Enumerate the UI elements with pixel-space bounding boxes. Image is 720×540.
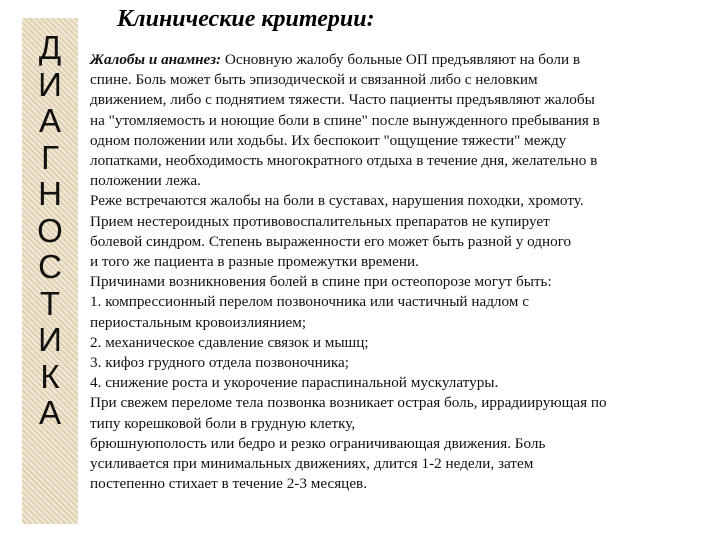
text-line: усиливается при минимальных движениях, длится 1-2 недели, затем [90,455,534,473]
sidebar-letter: А [38,102,61,139]
sidebar-letter: О [37,211,63,249]
text-line: Реже встречаются жалобы на боли в суставах, нарушения походки, хромоту. [90,192,584,210]
text-line: 1. компрессионный перелом позвоночника или частичный надлом с [90,293,529,311]
text-line: брюшнуюполость или бедро и резко ограничивающая движения. Боль [90,434,546,452]
complaints-label: Жалобы и анамнез: [90,51,222,68]
text-line: Прием нестероидных противовоспалительных препаратов не купирует [90,212,550,230]
text-line-content: Основную жалобу больные ОП предъявляют на боли в [221,51,581,68]
sidebar-letter: И [38,321,62,358]
text-line: лопатками, необходимость многократного отдыха в течение дня, желательно в [90,152,598,170]
text-line: постепенно стихает в течение 2-3 месяцев. [90,475,368,493]
sidebar-letter: Г [41,138,59,176]
text-line [90,50,712,70]
text-line: 2. механическое сдавление связок и мышц; [90,333,369,351]
text-line: типу корешковой боли в грудную клетку, [90,414,356,432]
sidebar-letter: К [40,357,60,395]
sidebar-letter: И [38,65,62,103]
sidebar-letter: Н [38,175,62,212]
text-line: При свежем переломе тела позвонка возникает острая боль, иррадиирующая по [90,394,607,412]
sidebar-letter: Д [38,29,62,66]
main-text [90,50,712,494]
sidebar-letter: А [38,394,61,431]
text-line: 3. кифоз грудного отдела позвоночника; [90,354,350,372]
text-line: периостальным кровоизлиянием; [90,313,307,331]
page-title: Клинические критерии: [117,6,375,32]
text-line: на "утомляемость и ноющие боли в спине" после вынужденного пребывания в [90,111,600,129]
sidebar-letter: С [38,248,62,285]
text-line: одном положении или ходьбы. Их беспокоит "ощущение тяжести" между [90,131,567,149]
sidebar-letter: Т [39,284,61,322]
text-line: болевой синдром. Степень выраженности его может быть разной у одного [90,232,572,250]
text-line: и того же пациента в разные промежутки времени. [90,253,419,271]
text-line: положении лежа. [90,172,201,190]
text-line: движением, либо с поднятием тяжести. Часто пациенты предъявляют жалобы [90,91,595,109]
text-line: спине. Боль может быть эпизодической и связанной либо с неловким [90,71,538,89]
text-line: 4. снижение роста и укорочение параспинальной мускулатуры. [90,374,499,392]
diagnostics-sidebar [22,18,78,524]
text-line: Причинами возникновения болей в спине при остеопорозе могут быть: [90,273,552,291]
sidebar-vertical-word [22,30,78,432]
